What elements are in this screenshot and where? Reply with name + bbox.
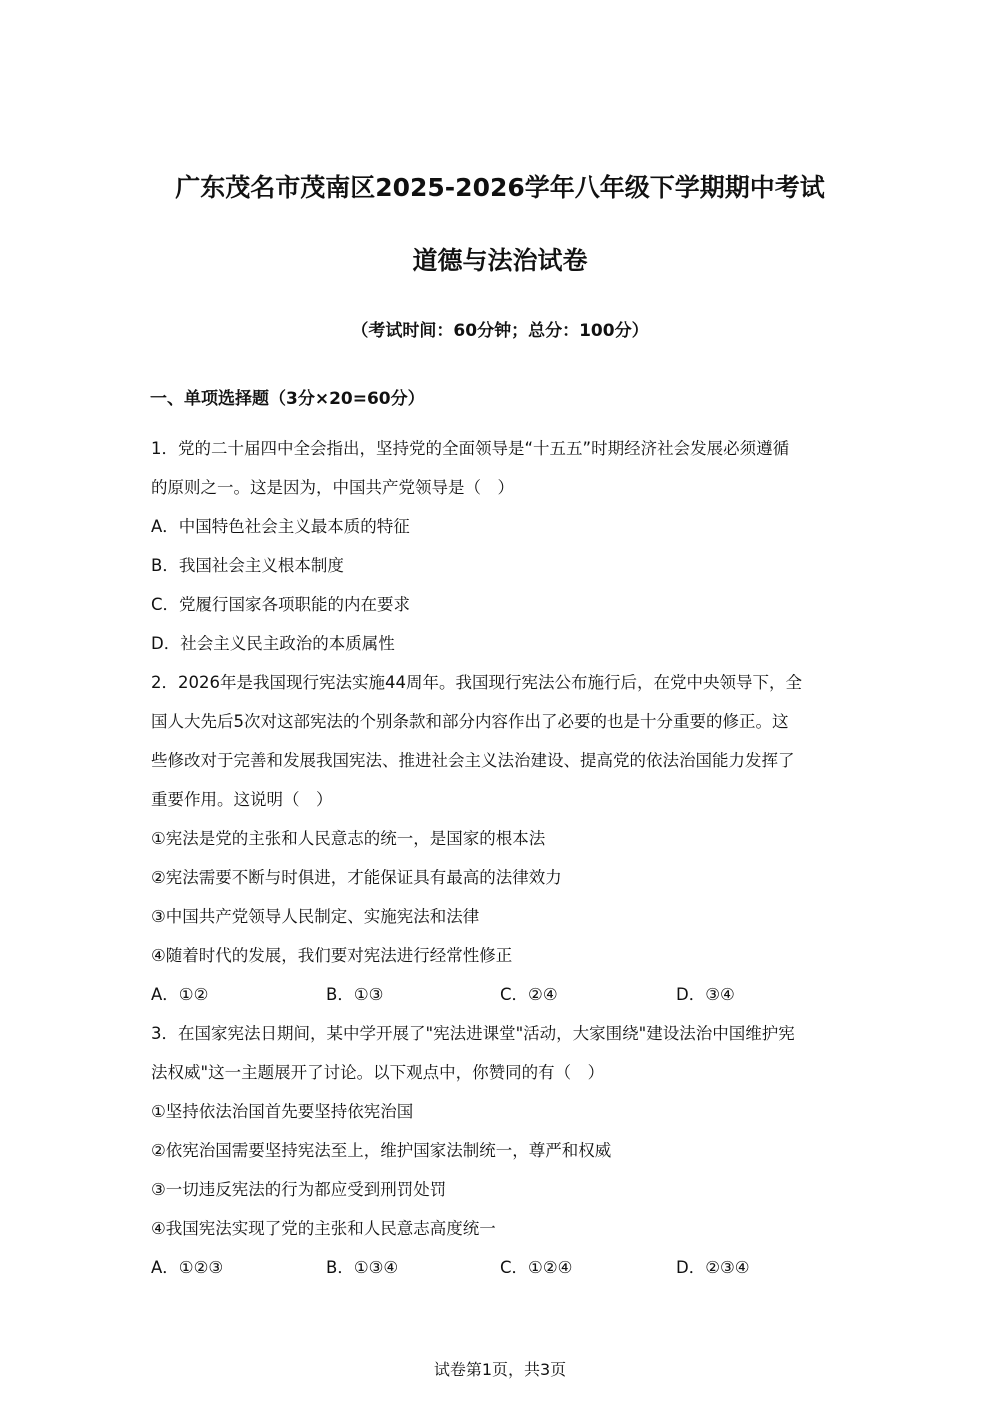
q2-statement-1: ①宪法是党的主张和人民意志的统一，是国家的根本法: [151, 829, 546, 848]
q3-stem-line-1: 3．在国家宪法日期间，某中学开展了"宪法进课堂"活动，大家围绕"建设法治中国维护宪: [151, 1024, 795, 1043]
q2-stem-line-2: 国人大先后5次对这部宪法的个别条款和部分内容作出了必要的也是十分重要的修正。这: [151, 712, 789, 731]
q3-statement-4: ④我国宪法实现了党的主张和人民意志高度统一: [151, 1219, 496, 1238]
q2-option-c: C．②④: [500, 985, 558, 1004]
q3-option-b: B．①③④: [326, 1258, 399, 1277]
q2-stem-line-1: 2．2026年是我国现行宪法实施44周年。我国现行宪法公布施行后，在党中央领导下，全: [151, 673, 802, 692]
q3-statement-1: ①坚持依法治国首先要坚持依宪治国: [151, 1102, 414, 1121]
q3-option-a: A．①②③: [151, 1258, 224, 1277]
q1-stem-line-1: 1．党的二十届四中全会指出，坚持党的全面领导是“十五五”时期经济社会发展必须遵循: [151, 439, 790, 458]
page-footer: 试卷第1页，共3页: [433, 1360, 567, 1379]
q1-option-c: C．党履行国家各项职能的内在要求: [151, 595, 411, 614]
q2-statement-2: ②宪法需要不断与时俱进，才能保证具有最高的法律效力: [151, 868, 562, 887]
section-heading: 一、单项选择题（3分×20=60分）: [150, 389, 425, 409]
exam-title: 广东茂名市茂南区2025-2026学年八年级下学期期中考试: [175, 173, 825, 202]
q3-option-d: D．②③④: [676, 1258, 750, 1277]
q3-stem-line-2: 法权威"这一主题展开了讨论。以下观点中，你赞同的有（ ）: [151, 1063, 605, 1082]
q3-option-c: C．①②④: [500, 1258, 573, 1277]
exam-subject: 道德与法治试卷: [412, 246, 588, 275]
q3-statement-2: ②依宪治国需要坚持宪法至上，维护国家法制统一，尊严和权威: [151, 1141, 612, 1160]
q2-option-d: D．③④: [676, 985, 735, 1004]
q1-option-d: D．社会主义民主政治的本质属性: [151, 634, 395, 653]
q2-stem-line-4: 重要作用。这说明（ ）: [151, 790, 333, 809]
q3-statement-3: ③一切违反宪法的行为都应受到刑罚处罚: [151, 1180, 447, 1199]
q1-option-b: B．我国社会主义根本制度: [151, 556, 344, 575]
q2-option-a: A．①②: [151, 985, 209, 1004]
exam-info: （考试时间：60分钟；总分：100分）: [351, 321, 649, 341]
q2-option-b: B．①③: [326, 985, 384, 1004]
q1-option-a: A．中国特色社会主义最本质的特征: [151, 517, 410, 536]
q2-statement-3: ③中国共产党领导人民制定、实施宪法和法律: [151, 907, 480, 926]
q1-stem-line-2: 的原则之一。这是因为，中国共产党领导是（ ）: [151, 478, 514, 497]
q2-statement-4: ④随着时代的发展，我们要对宪法进行经常性修正: [151, 946, 513, 965]
q2-stem-line-3: 些修改对于完善和发展我国宪法、推进社会主义法治建设、提高党的依法治国能力发挥了: [151, 751, 795, 770]
